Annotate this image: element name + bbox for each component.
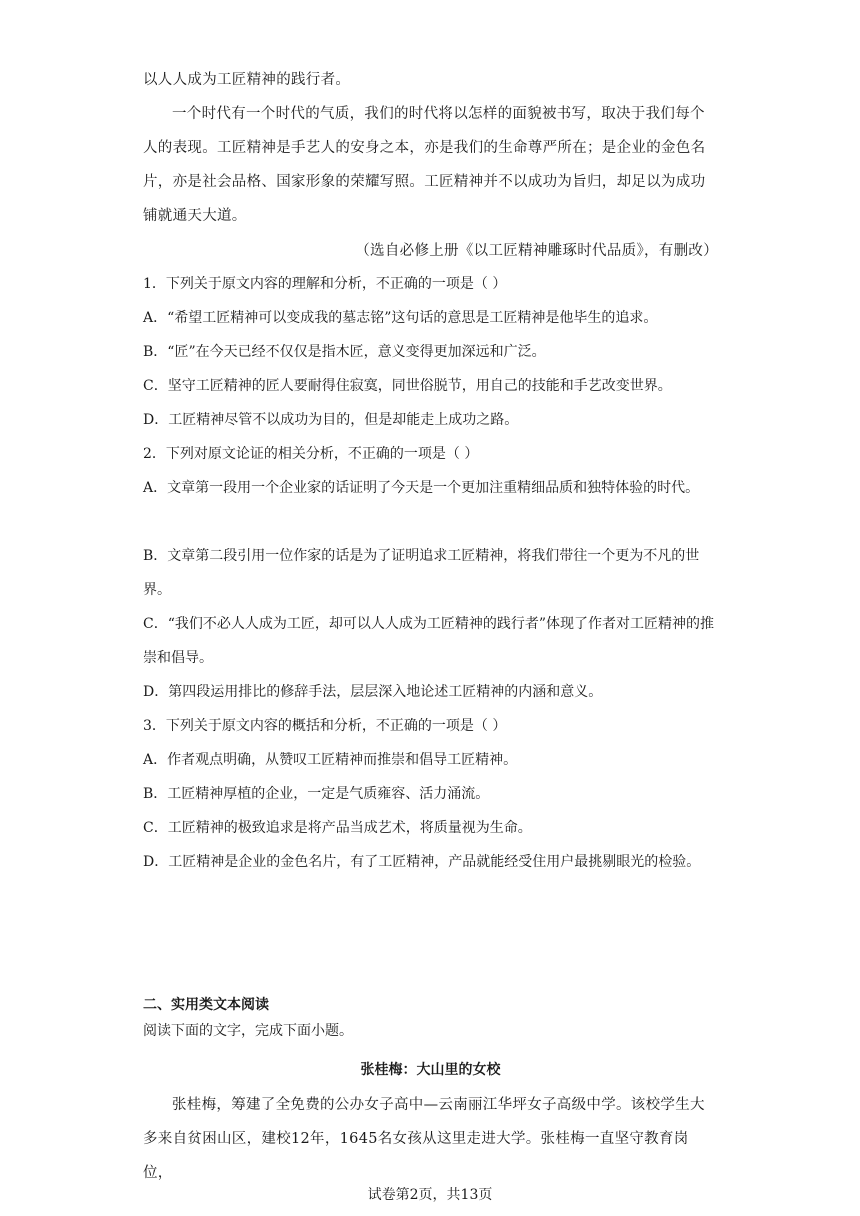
question-3-option-a: A．作者观点明确，从赞叹工匠精神而推崇和倡导工匠精神。 — [143, 752, 518, 768]
article-title: 张桂梅：大山里的女校 — [360, 1062, 501, 1078]
page-footer: 试卷第2页，共13页 — [367, 1187, 493, 1203]
question-2-option-b: B．文章第二段引用一位作家的话是为了证明追求工匠精神，将我们带往一个更为不凡的世界。 — [143, 548, 700, 598]
question-2-option-c: C．“我们不必人人成为工匠，却可以人人成为工匠精神的践行者”体现了作者对工匠精神的推崇和倡导。 — [143, 616, 715, 666]
article-paragraph: 张桂梅，筹建了全免费的公办女子高中—云南丽江华坪女子高级中学。该校学生大多来自贫困山区，建校12年，1645名女孩从这里走进大学。张桂梅一直坚守教育岗位， — [143, 1097, 705, 1181]
passage-paragraph: 一个时代有一个时代的气质，我们的时代将以怎样的面貌被书写，取决于我们每个人的表现。工匠精神是手艺人的安身之本，亦是我们的生命尊严所在；是企业的金色名片，亦是社会品格、国家形象的荣耀写照。工匠精神并不以成功为旨归，却足以为成功铺就通天大道。 — [143, 106, 706, 224]
question-1-option-b: B．“匠”在今天已经不仅仅是指木匠，意义变得更加深远和广泛。 — [143, 344, 546, 360]
question-1-stem: 1．下列关于原文内容的理解和分析，不正确的一项是（ ） — [143, 276, 507, 292]
question-3-option-d: D．工匠精神是企业的金色名片，有了工匠精神，产品就能经受住用户最挑剔眼光的检验。 — [143, 854, 701, 870]
question-2-stem: 2．下列对原文论证的相关分析，不正确的一项是（ ） — [143, 446, 479, 462]
question-2-option-d: D．第四段运用排比的修辞手法，层层深入地论述工匠精神的内涵和意义。 — [143, 684, 603, 700]
question-3-stem: 3．下列关于原文内容的概括和分析，不正确的一项是（ ） — [143, 718, 507, 734]
passage-line: 以人人成为工匠精神的践行者。 — [143, 72, 351, 88]
question-2-option-a: A．文章第一段用一个企业家的话证明了今天是一个更加注重精细品质和独特体验的时代。 — [143, 480, 700, 496]
question-1-option-c: C．坚守工匠精神的匠人要耐得住寂寞，同世俗脱节，用自己的技能和手艺改变世界。 — [143, 378, 672, 394]
section-instruction: 阅读下面的文字，完成下面小题。 — [143, 1023, 353, 1039]
question-3-option-c: C．工匠精神的极致追求是将产品当成艺术，将质量视为生命。 — [143, 820, 532, 836]
question-1-option-a: A．“希望工匠精神可以变成我的墓志铭”这句话的意思是工匠精神是他毕生的追求。 — [143, 310, 658, 326]
question-3-option-b: B．工匠精神厚植的企业，一定是气质雍容、活力涌流。 — [143, 786, 490, 802]
question-1-option-d: D．工匠精神尽管不以成功为目的，但是却能走上成功之路。 — [143, 412, 519, 428]
section-heading: 二、实用类文本阅读 — [143, 997, 269, 1013]
source-citation: （选自必修上册《以工匠精神雕琢时代品质》，有删改） — [355, 243, 718, 259]
